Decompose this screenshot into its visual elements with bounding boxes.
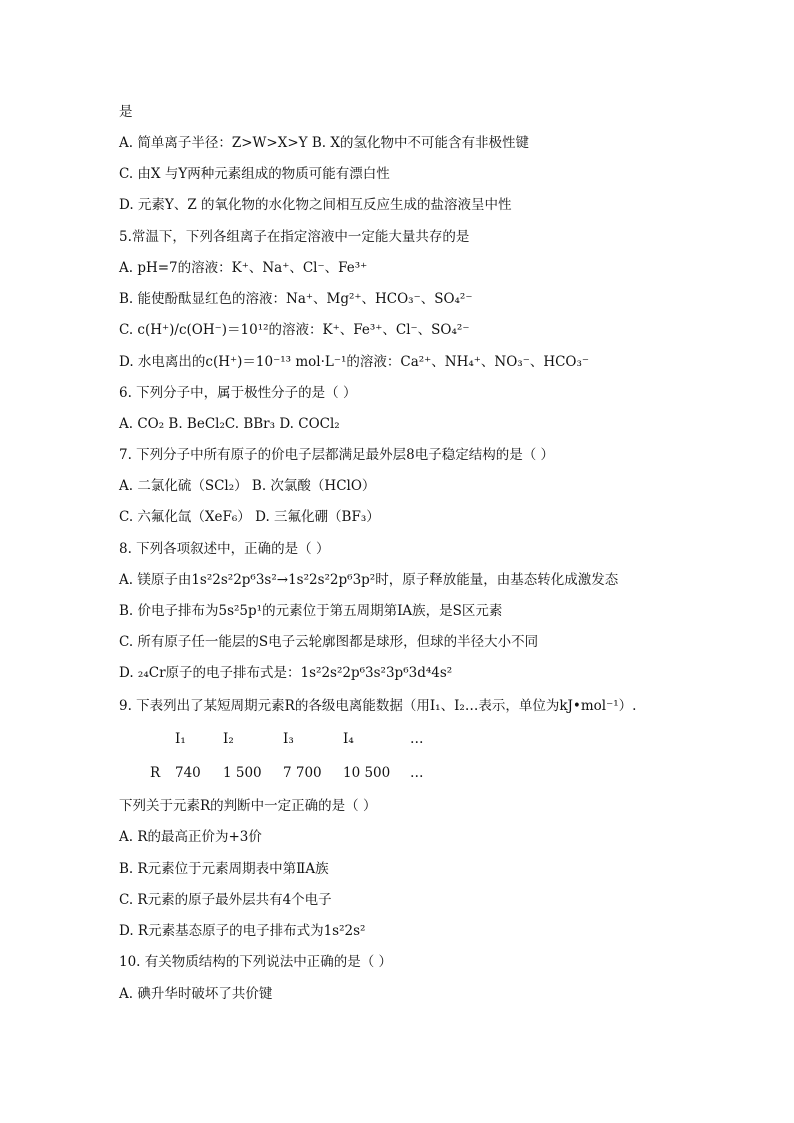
option-5a: A. pH=7的溶液：K⁺、Na⁺、Cl⁻、Fe³⁺ [119,260,368,276]
option-5c: C. c(H⁺)/c(OH⁻)＝10¹²的溶液：K⁺、Fe³⁺、Cl⁻、SO₄²⁻ [119,322,470,338]
option-10a: A. 碘升华时破坏了共价键 [119,986,273,1002]
table-cell: R [150,765,161,781]
question-9-prompt: 下列关于元素R的判断中一定正确的是（ ） [119,798,377,814]
table-header-cell: I₃ [283,731,294,747]
option-4d: D. 元素Y、Z 的氧化物的水化物之间相互反应生成的盐溶液呈中性 [119,197,512,213]
text-line-fragment: 是 [119,104,133,120]
question-9: 9. 下表列出了某短周期元素R的各级电离能数据（用I₁、I₂…表示，单位为kJ•mol⁻¹）. [119,698,637,714]
options-7cd: C. 六氟化氙（XeF₆） D. 三氟化硼（BF₃） [119,509,380,525]
question-5: 5.常温下，下列各组离子在指定溶液中一定能大量共存的是 [119,229,470,245]
option-9d: D. R元素基态原子的电子排布式为1s²2s² [119,923,366,939]
question-7: 7. 下列分子中所有原子的价电子层都满足最外层8电子稳定结构的是（ ） [119,447,555,463]
table-cell: … [410,765,424,781]
option-8d: D. ₂₄Cr原子的电子排布式是：1s²2s²2p⁶3s²3p⁶3d⁴4s² [119,665,453,681]
table-header-cell: I₂ [223,731,234,747]
question-10: 10. 有关物质结构的下列说法中正确的是（ ） [119,954,393,970]
option-5d: D. 水电离出的c(H⁺)＝10⁻¹³ mol·L⁻¹的溶液：Ca²⁺、NH₄⁺、NO₃⁻、HCO₃⁻ [119,354,590,370]
option-9c: C. R元素的原子最外层共有4个电子 [119,892,332,908]
question-6: 6. 下列分子中，属于极性分子的是（ ） [119,385,357,401]
option-8c: C. 所有原子任一能层的S电子云轮廓图都是球形，但球的半径大小不同 [119,634,539,650]
options-6: A. CO₂ B. BeCl₂C. BBr₃ D. COCl₂ [119,416,340,432]
option-4a-4b: A. 简单离子半径：Z>W>X>Y B. X的氢化物中不可能含有非极性键 [119,135,529,151]
question-8: 8. 下列各项叙述中，正确的是（ ） [119,541,330,557]
table-header-cell: … [410,731,424,747]
option-8a: A. 镁原子由1s²2s²2p⁶3s²→1s²2s²2p⁶3p²时，原子释放能量，由基态转化成激发态 [119,572,619,588]
table-cell: 7 700 [283,765,322,781]
table-cell: 740 [175,765,201,781]
option-4c: C. 由X 与Y两种元素组成的物质可能有漂白性 [119,166,390,182]
option-5b: B. 能使酚酞显红色的溶液：Na⁺、Mg²⁺、HCO₃⁻、SO₄²⁻ [119,291,473,307]
option-8b: B. 价电子排布为5s²5p¹的元素位于第五周期第ⅠA族，是S区元素 [119,603,503,619]
table-header-cell: I₄ [343,731,354,747]
table-header-cell: I₁ [175,731,186,747]
option-9b: B. R元素位于元素周期表中第ⅡA族 [119,861,329,877]
options-7ab: A. 二氯化硫（SCl₂） B. 次氯酸（HClO） [119,478,376,494]
table-cell: 1 500 [223,765,262,781]
option-9a: A. R的最高正价为+3价 [119,829,262,845]
table-cell: 10 500 [343,765,391,781]
